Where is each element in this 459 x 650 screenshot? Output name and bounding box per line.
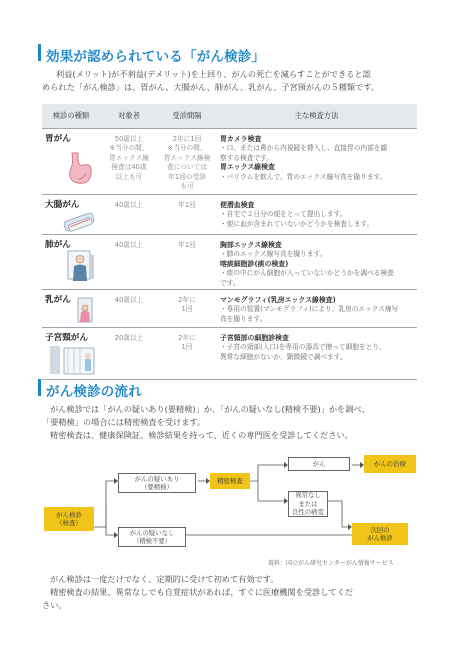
method-desc: 真を撮ります。 <box>220 314 267 323</box>
cell-method <box>216 289 417 327</box>
section1-intro-line1: 利益(メリット)が不利益(デメリット)を上回り、がんの死亡を減らすことができると認 <box>56 69 371 79</box>
section1-intro-line2: められた「がん検診」は、胃がん、大腸がん、肺がん、乳がん、子宮頸がんの５種類です。 <box>42 82 380 92</box>
method-desc: です。 <box>220 278 240 287</box>
cell-interval: 2年に1回 ※当分の間、 胃エックス線検 査については 年1回の受診 も可 <box>158 128 216 194</box>
section2-para-line2: 「要精検」の場合には精密検査を受けます。 <box>42 417 206 427</box>
section1-title: 効果が認められている「がん検診」 <box>46 49 266 65</box>
closing-line1: がん検診は一度だけでなく、定期的に受けて初めて有効です。 <box>50 574 279 584</box>
row-name: 胃がん <box>45 133 71 144</box>
method-desc: 異常な細胞がないか、顕微鏡で調べます。 <box>220 352 347 361</box>
method-title: 胃カメラ検査 <box>220 134 262 143</box>
mammography-illustration <box>74 296 98 326</box>
cell-age: 40歳以上 <box>100 234 158 289</box>
method-title: 子宮頸部の細胞診検査 <box>220 333 289 342</box>
method-desc: ・子宮の頸部(入口)を専用の器具で擦って細胞をとり、 <box>220 343 386 352</box>
cell-age: 20歳以上 <box>100 327 158 379</box>
flow-cancer-box: がん <box>288 457 350 471</box>
method-desc: ・肺のエックス線写真を撮ります。 <box>220 250 327 259</box>
method-desc: 察する検査です。 <box>220 153 273 162</box>
cell-name <box>42 234 100 289</box>
cell-name <box>42 194 100 234</box>
screening-table <box>42 104 417 380</box>
xray-patient-illustration <box>66 249 96 287</box>
section2-title-bar <box>38 379 41 396</box>
stomach-illustration <box>64 149 96 189</box>
table-row-lung <box>42 234 417 289</box>
row-name: 大腸がん <box>45 199 80 210</box>
cell-interval: 年1回 <box>158 234 216 289</box>
cell-age: 40歳以上 <box>100 289 158 327</box>
row-name: 子宮頸がん <box>45 332 88 343</box>
cell-interval: 年1回 <box>158 194 216 234</box>
row-name: 乳がん <box>45 294 71 305</box>
flow-suspected-box: がんの疑いあり （要精検） <box>118 473 196 493</box>
cell-interval: 2年に 1回 <box>158 327 216 379</box>
method-desc: ・専用の装置(マンモグラフィ)により、乳房のエックス線写 <box>220 305 399 314</box>
cell-method <box>216 128 417 194</box>
table-header-interval: 受診間隔 <box>158 104 216 128</box>
stool-kit-illustration <box>60 209 100 233</box>
row-name: 肺がん <box>45 239 71 250</box>
table-row-cervical <box>42 327 417 379</box>
method-title: 便潜血検査 <box>220 200 255 209</box>
method-desc: ・口、または鼻から内視鏡を挿入し、直接胃の内部を観 <box>220 144 388 153</box>
cell-method <box>216 234 417 289</box>
flow-next-screening-box: 次回の がん検診 <box>352 523 408 545</box>
method-desc: ・バリウムを飲んで、胃のエックス線写真を撮ります。 <box>220 172 387 181</box>
method-desc: ・便に血が含まれていないかどうかを検査します。 <box>220 219 374 228</box>
section2-title: がん検診の流れ <box>46 384 142 400</box>
cell-name <box>42 128 100 194</box>
table-row-stomach <box>42 128 417 194</box>
flow-not-suspected-box: がんの疑いなし （精検不要） <box>118 527 186 547</box>
table-header-method: 主な検査方法 <box>216 104 417 128</box>
method-title: 胃エックス線検査 <box>220 163 275 172</box>
flow-no-abnormal-box: 異常なし または 良性の病変 <box>288 491 328 517</box>
section1-title-bar <box>38 44 41 61</box>
section2-para-line3: 精密検査は、健康保険証、検診結果を持って、近くの専門医を受診してください。 <box>50 430 353 440</box>
method-title: 胸部エックス線検査 <box>220 240 282 249</box>
screening-flow-diagram <box>42 451 418 547</box>
method-desc: ・自宅で２日分の便をとって提出します。 <box>220 210 347 219</box>
source-note: 資料：国立がん研究センターがん情報サービス <box>268 560 394 567</box>
flow-screening-box: がん検診 （検査） <box>44 507 94 531</box>
table-row-breast <box>42 289 417 327</box>
table-header-row <box>42 104 417 128</box>
cell-method <box>216 194 417 234</box>
table-header-type: 検診の種類 <box>42 104 100 128</box>
table-header-target: 対象者 <box>100 104 158 128</box>
cell-age: 50歳以上 ※当分の間、 胃エックス線 検査は40歳 以上も可 <box>100 128 158 194</box>
flow-detailed-exam-box: 精密検査 <box>210 473 250 489</box>
cell-name <box>42 289 100 327</box>
closing-line3: さい。 <box>42 600 67 610</box>
cell-method <box>216 327 417 379</box>
closing-line2: 精密検査の結果、異常なしでも自覚症状があれば、すぐに医療機関を受診してくだ <box>50 587 353 597</box>
cell-age: 40歳以上 <box>100 194 158 234</box>
method-title: 喀痰細胞診(痰の検査) <box>220 259 289 268</box>
table-row-colon <box>42 194 417 234</box>
section2-para-line1: がん検診では「がんの疑いあり(要精検)」か、「がんの疑いなし(精検不要)」かを調べ、 <box>50 404 370 414</box>
exam-room-illustration <box>48 344 96 376</box>
flow-treatment-box: がんの治療 <box>364 455 416 473</box>
method-title: マンモグラフィ(乳房エックス線検査) <box>220 295 336 304</box>
cell-interval: 2年に 1回 <box>158 289 216 327</box>
method-desc: ・痰の中にがん細胞が入っていないかどうかを調べる検査 <box>220 269 394 278</box>
cell-name <box>42 327 100 379</box>
